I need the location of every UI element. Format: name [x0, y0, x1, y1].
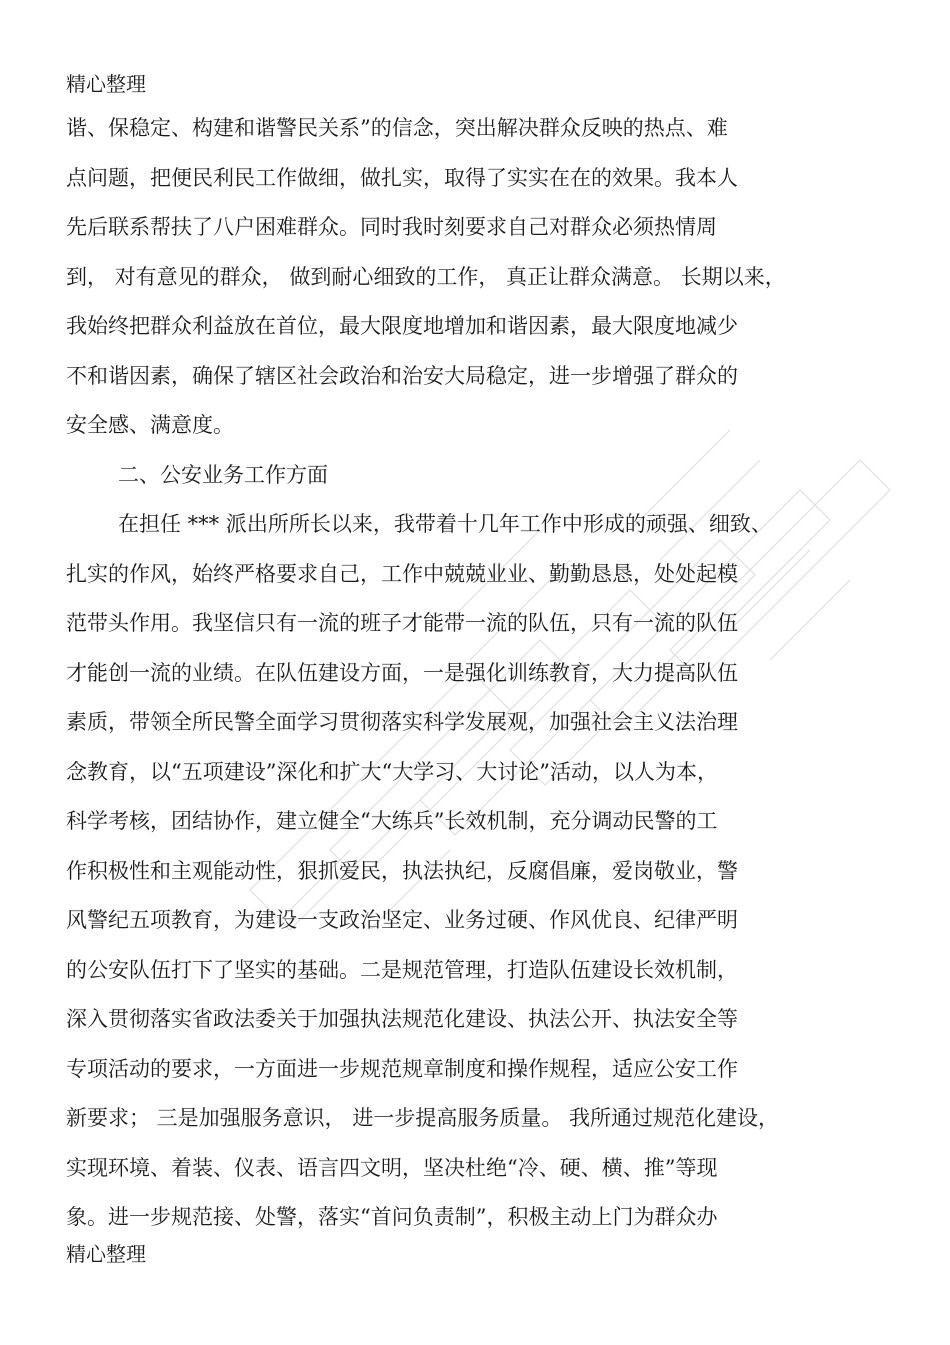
text-line: 实现环境、着装、仪表、语言四文明，坚决杜绝“冷、硬、横、推”等现 [66, 1155, 718, 1180]
text-line: 的公安队伍打下了坚实的基础。二是规范管理，打造队伍建设长效机制， [66, 957, 738, 982]
text-line: 在担任 *** 派出所所长以来，我带着十几年工作中形成的顽强、细致、 [118, 512, 772, 536]
text-line: 才能创一流的业绩。在队伍建设方面，一是强化训练教育，大力提高队伍 [66, 660, 738, 685]
document-body [66, 104, 866, 1243]
text-line: 范带头作用。我坚信只有一流的班子才能带一流的队伍，只有一流的队伍 [66, 611, 738, 635]
text-line: 二、公安业务工作方面 [118, 462, 328, 487]
page-footer-mark: 精心整理 [66, 1242, 146, 1266]
text-line: 作积极性和主观能动性，狠抓爱民，执法执纪，反腐倡廉，爱岗敬业，警 [66, 858, 738, 883]
text-line: 点问题，把便民利民工作做细，做扎实，取得了实实在在的效果。我本人 [66, 165, 738, 190]
text-line: 安全感、满意度。 [66, 413, 234, 437]
text-line: 科学考核，团结协作，建立健全“大练兵”长效机制，充分调动民警的工 [66, 809, 718, 833]
text-line: 深入贯彻落实省政法委关于加强执法规范化建设、执法公开、执法安全等 [66, 1007, 738, 1031]
text-line: 到， 对有意见的群众， 做到耐心细致的工作， 真正让群众满意。 长期以来， [66, 264, 786, 289]
text-line: 念教育，以“五项建设”深化和扩大“大学习、大讨论”活动，以人为本， [66, 759, 718, 784]
text-line: 不和谐因素，确保了辖区社会政治和治安大局稳定，进一步增强了群众的 [66, 363, 738, 388]
text-line: 先后联系帮扶了八户困难群众。同时我时刻要求自己对群众必须热情周 [66, 215, 717, 239]
text-line: 素质，带领全所民警全面学习贯彻落实科学发展观，加强社会主义法治理 [66, 710, 738, 734]
page-header-mark: 精心整理 [66, 72, 146, 96]
text-line: 扎实的作风，始终严格要求自己，工作中兢兢业业、勤勤恳恳，处处起模 [66, 561, 738, 586]
text-line: 谐、保稳定、构建和谐警民关系”的信念，突出解决群众反映的热点、难 [66, 116, 728, 140]
text-line: 新要求； 三是加强服务意识， 进一步提高服务质量。 我所通过规范化建设， [66, 1106, 780, 1130]
text-line: 我始终把群众利益放在首位，最大限度地增加和谐因素，最大限度地减少 [66, 314, 738, 338]
text-line: 象。进一步规范接、处警，落实“首问负责制”，积极主动上门为群众办 [66, 1205, 718, 1229]
text-line: 风警纪五项教育，为建设一支政治坚定、业务过硬、作风优良、纪律严明 [66, 908, 738, 932]
text-line: 专项活动的要求，一方面进一步规范规章制度和操作规程，适应公安工作 [66, 1056, 738, 1081]
